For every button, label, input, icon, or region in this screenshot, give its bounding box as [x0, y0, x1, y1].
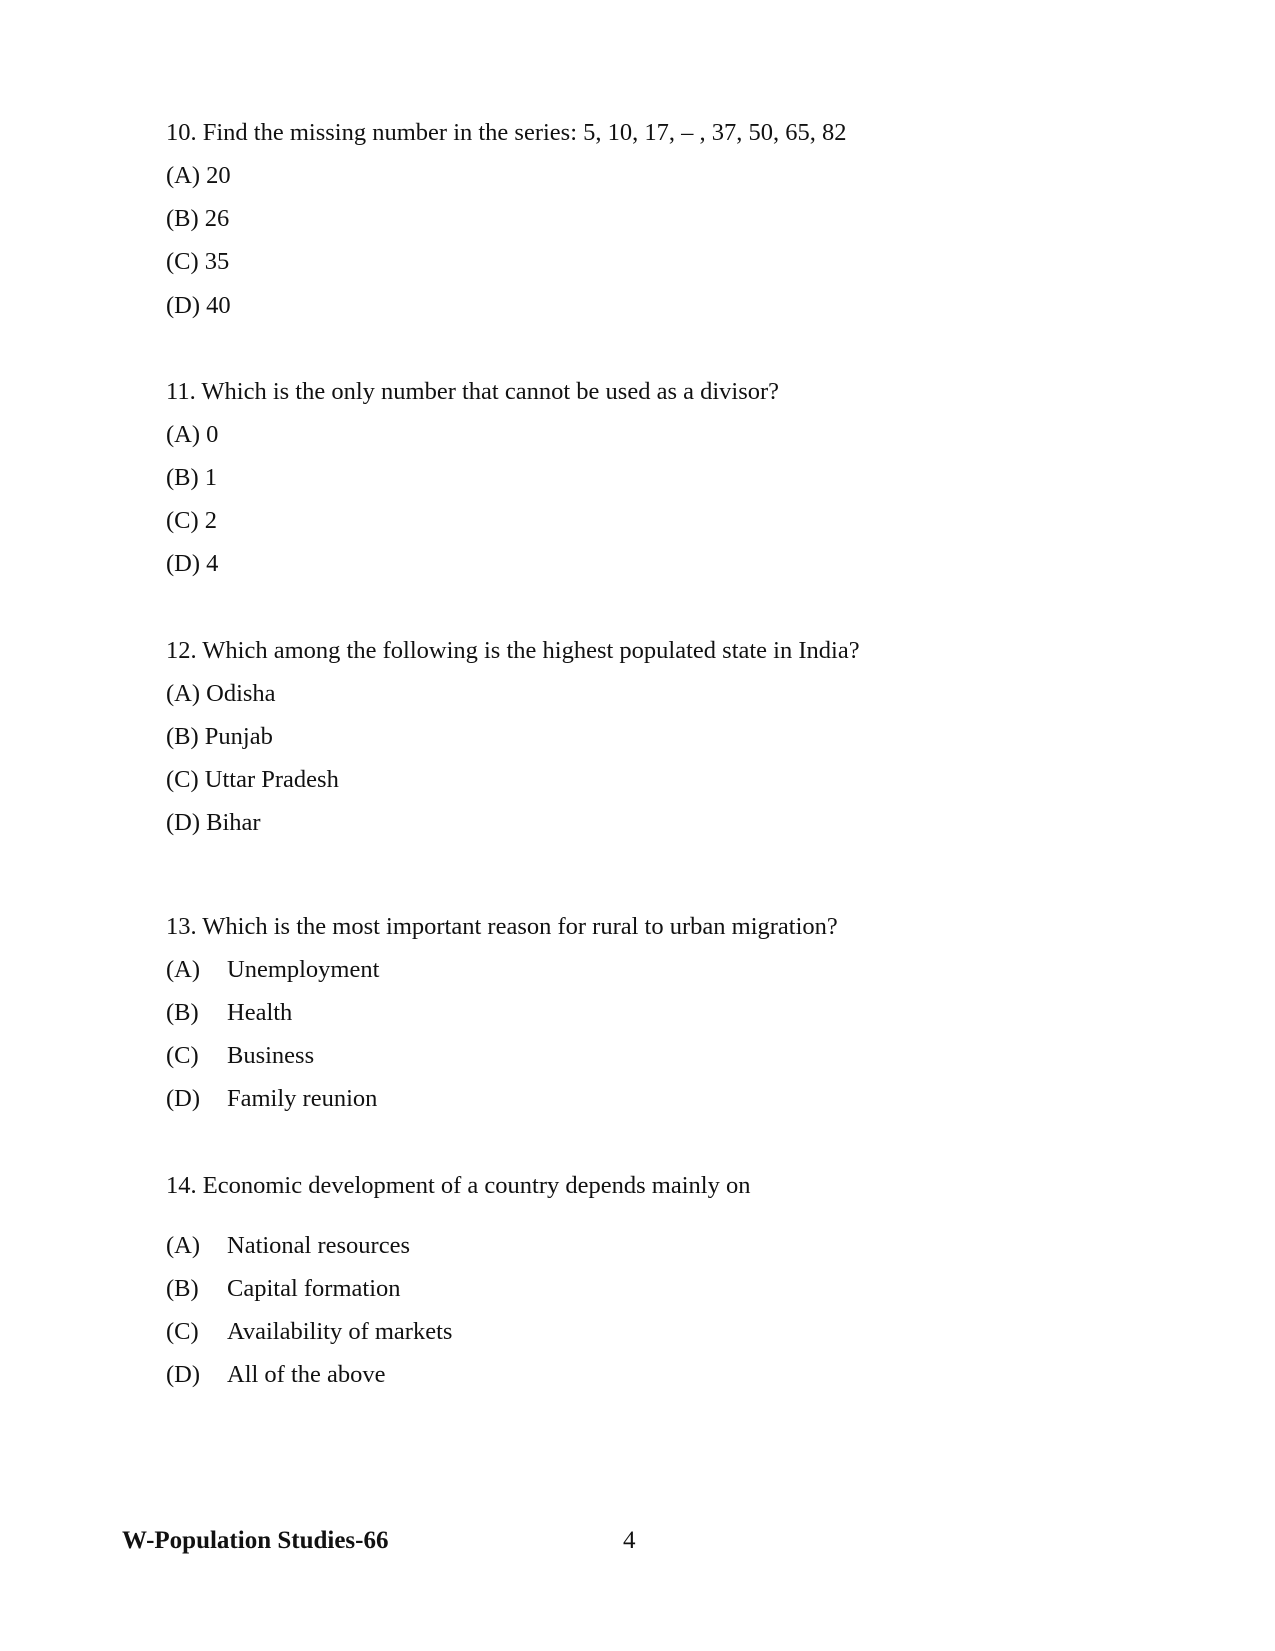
question-13-option-a: [166, 955, 379, 985]
question-11-option-c: [166, 506, 217, 536]
option-label: (C): [166, 1042, 199, 1069]
question-11: 11. Which is the only number that cannot be used as a divisor?: [166, 378, 780, 405]
question-11-option-d: [166, 549, 218, 579]
question-10-option-c: [166, 247, 229, 277]
question-12-option-a: [166, 679, 276, 709]
question-12-option-c: [166, 765, 339, 795]
option-text: Business: [227, 1042, 315, 1069]
option-text: Uttar Pradesh: [204, 766, 339, 793]
option-text: Family reunion: [227, 1085, 378, 1112]
option-label: (B): [166, 999, 199, 1026]
question-14-option-c: [166, 1317, 452, 1347]
question-14-option-a: [166, 1231, 410, 1261]
option-text: 2: [204, 507, 218, 534]
option-text: 1: [204, 464, 218, 491]
question-14-option-b: [166, 1274, 401, 1304]
question-12: 12. Which among the following is the highest populated state in India?: [166, 637, 860, 664]
option-label: (A): [166, 956, 201, 983]
option-label: (B): [166, 1275, 199, 1302]
option-label: (D): [166, 1361, 201, 1388]
option-text: Punjab: [204, 723, 273, 750]
option-text: Bihar: [206, 809, 261, 836]
option-label: (A): [166, 1232, 201, 1259]
question-12-option-d: [166, 808, 261, 838]
question-14-option-d: [166, 1360, 386, 1390]
option-label: (B): [166, 464, 199, 491]
option-label: (A): [166, 421, 201, 448]
question-11-option-b: [166, 463, 217, 493]
option-text: Unemployment: [227, 956, 380, 983]
question-10-option-b: [166, 204, 229, 234]
option-label: (C): [166, 766, 199, 793]
question-13-option-d: [166, 1084, 377, 1114]
option-text: National resources: [227, 1232, 410, 1259]
option-text: 0: [206, 421, 219, 448]
option-text: Capital formation: [227, 1275, 401, 1302]
option-label: (C): [166, 248, 199, 275]
option-text: 35: [204, 248, 230, 275]
option-text: 40: [206, 292, 231, 319]
option-text: 26: [204, 205, 230, 232]
footer-document-title: W-Population Studies-66: [122, 1527, 389, 1554]
question-11-option-a: [166, 420, 218, 450]
question-13: 13. Which is the most important reason for rural to urban migration?: [166, 913, 838, 940]
option-label: (C): [166, 507, 199, 534]
option-text: Availability of markets: [227, 1318, 453, 1345]
option-label: (B): [166, 723, 199, 750]
option-label: (D): [166, 809, 201, 836]
option-text: All of the above: [227, 1361, 386, 1388]
option-label: (A): [166, 162, 201, 189]
option-label: (D): [166, 550, 201, 577]
question-10: 10. Find the missing number in the series: 5, 10, 17, – , 37, 50, 65, 82: [166, 119, 847, 146]
question-14: 14. Economic development of a country depends mainly on: [166, 1172, 751, 1199]
option-text: 20: [206, 162, 231, 189]
question-13-option-c: [166, 1041, 314, 1071]
question-10-option-a: [166, 161, 231, 191]
question-13-option-b: [166, 998, 292, 1028]
option-label: (A): [166, 680, 201, 707]
option-text: Odisha: [206, 680, 276, 707]
option-label: (D): [166, 292, 201, 319]
option-text: 4: [206, 550, 219, 577]
question-12-option-b: [166, 722, 273, 752]
option-label: (C): [166, 1318, 199, 1345]
option-label: (D): [166, 1085, 201, 1112]
page-number: 4: [623, 1527, 636, 1554]
question-10-option-d: [166, 291, 231, 321]
option-label: (B): [166, 205, 199, 232]
option-text: Health: [227, 999, 293, 1026]
